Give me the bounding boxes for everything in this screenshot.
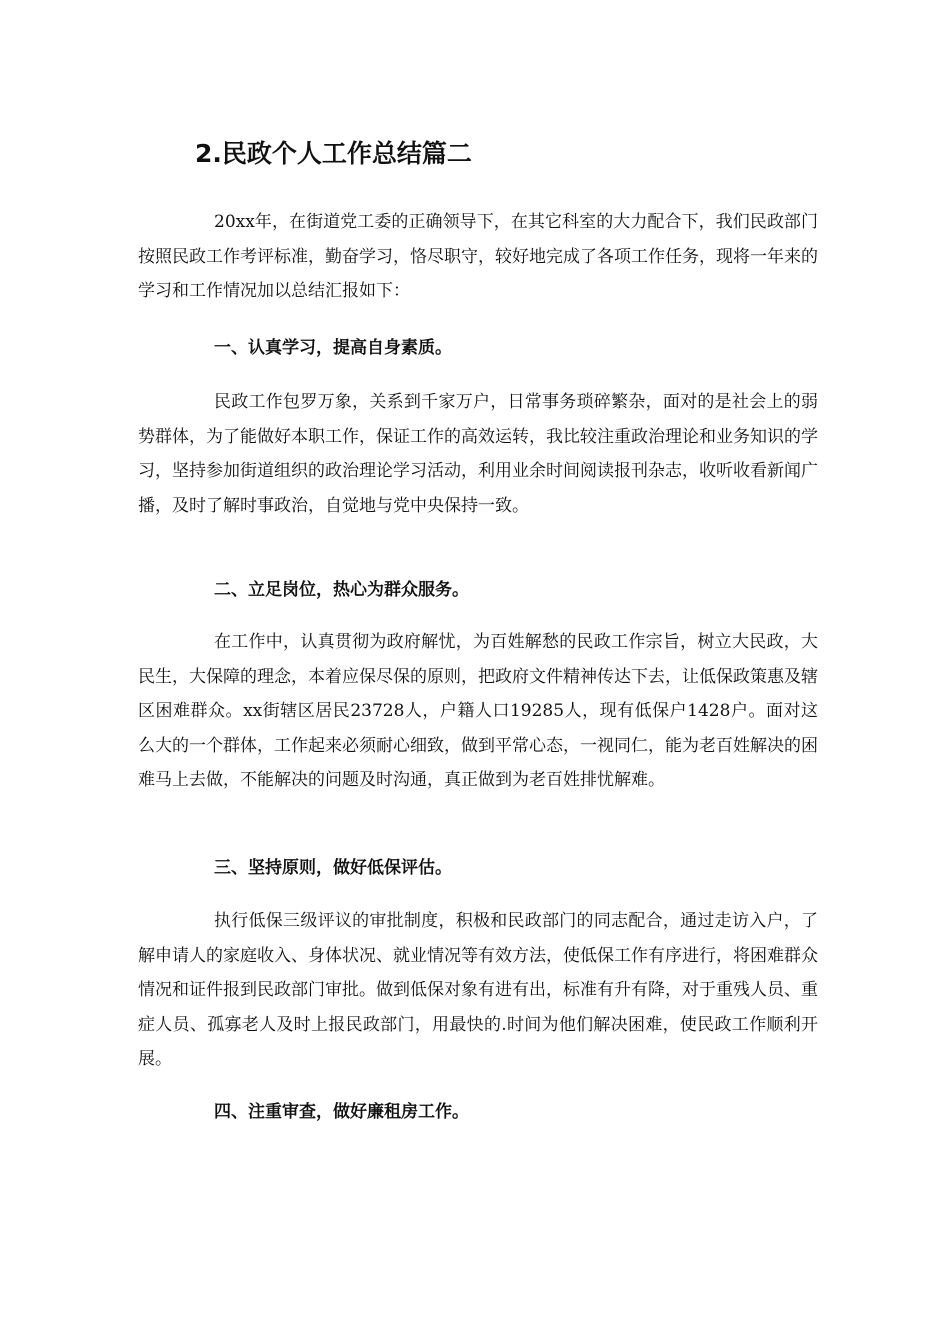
section-paragraph-1: 民政工作包罗万象，关系到千家万户，日常事务琐碎繁杂，面对的是社会上的弱势群体，为了能做好本职工作，保证工作的高效运转，我比较注重政治理论和业务知识的学习，坚持参加街道组织的政治理论学习活动，利用业余时间阅读报刊杂志，收听收看新闻广播，及时了解时事政治，自觉地与党中央保持一致。 bbox=[138, 392, 818, 516]
section-heading-1: 一、认真学习，提高自身素质。 bbox=[214, 338, 452, 358]
document-title: 2.民政个人工作总结篇二 bbox=[195, 139, 472, 168]
section-heading-3: 三、坚持原则，做好低保评估。 bbox=[214, 858, 452, 878]
section-paragraph-3: 执行低保三级评议的审批制度，积极和民政部门的同志配合，通过走访入户，了解申请人的家庭收入、身体状况、就业情况等有效方法，使低保工作有序进行，将困难群众情况和证件报到民政部门审批。做到低保对象有进有出，标准有升有降，对于重残人员、重症人员、孤寡老人及时上报民政部门，用最快的.时间为他们解决困难，使民政工作顺利开展。 bbox=[138, 911, 818, 1069]
section-heading-2: 二、立足岗位，热心为群众服务。 bbox=[214, 580, 469, 600]
section-heading-4: 四、注重审查，做好廉租房工作。 bbox=[214, 1102, 469, 1122]
section-paragraph-2: 在工作中，认真贯彻为政府解忧，为百姓解愁的民政工作宗旨，树立大民政，大民生，大保障的理念，本着应保尽保的原则，把政府文件精神传达下去，让低保政策惠及辖区困难群众。xx街辖区居民23728人，户籍人口19285人，现有低保户1428户。面对这么大的一个群体，工作起来必须耐心细致，做到平常心态，一视同仁，能为老百姓解决的困难马上去做，不能解决的问题及时沟通，真正做到为老百姓排忧解难。 bbox=[138, 632, 818, 790]
intro-paragraph: 20xx年，在街道党工委的正确领导下，在其它科室的大力配合下，我们民政部门按照民政工作考评标准，勤奋学习，恪尽职守，较好地完成了各项工作任务，现将一年来的学习和工作情况加以总结汇报如下： bbox=[138, 212, 818, 301]
